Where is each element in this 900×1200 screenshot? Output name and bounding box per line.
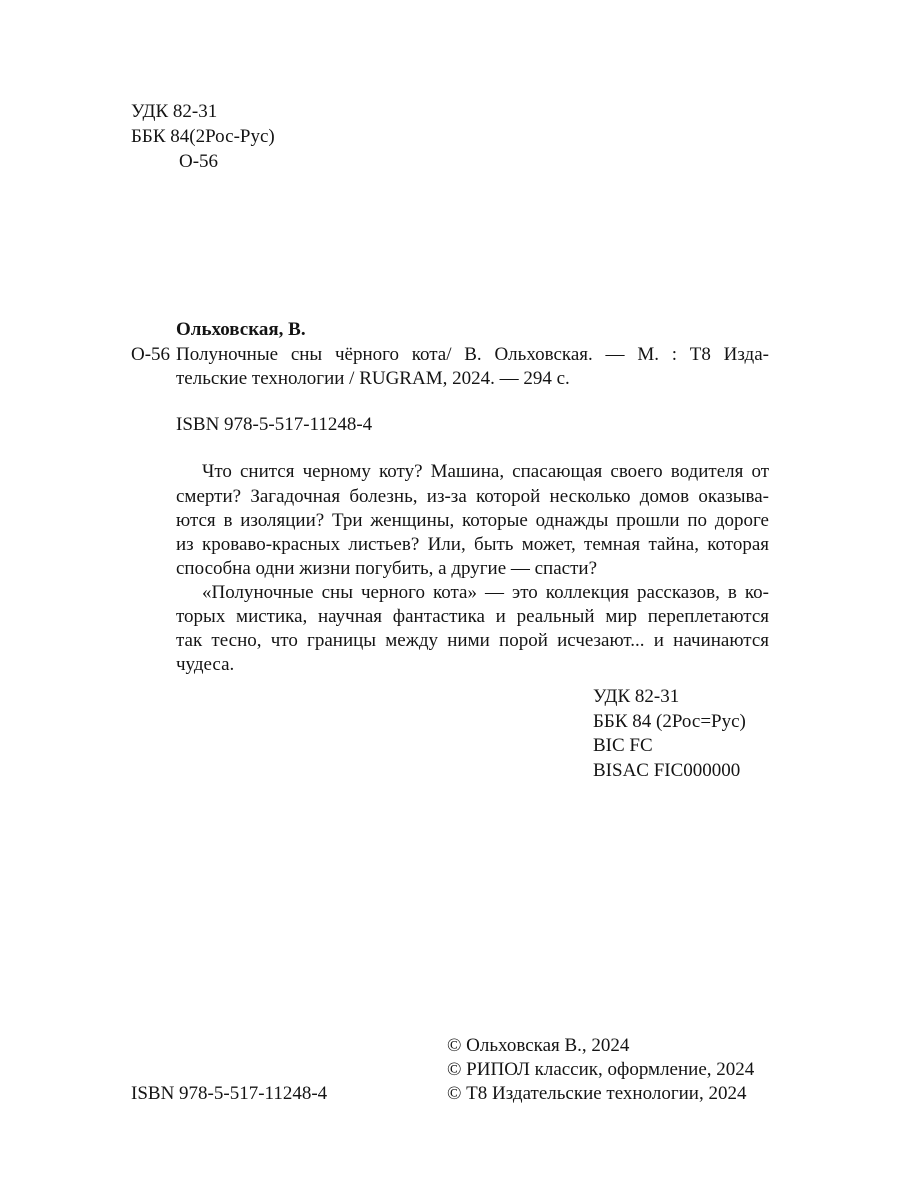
annotation-line: способна одни жизни погубить, а другие — спасти?: [176, 558, 597, 579]
top-bbk: ББК 84(2Рос-Рус): [131, 126, 275, 147]
record-isbn: ISBN 978-5-517-11248-4: [176, 414, 373, 435]
record-title-line-1: Полуночные сны чёрного кота/ В. Ольховская. — М. : Т8 Изда-: [176, 344, 769, 365]
class-bic: BIC FC: [593, 735, 653, 756]
annotation-line: так тесно, что границы между ними порой исчезают... и начинаются: [176, 630, 769, 651]
footer-isbn: ISBN 978-5-517-11248-4: [131, 1083, 328, 1104]
record-mark: О-56: [131, 344, 171, 365]
class-udk: УДК 82-31: [593, 686, 680, 707]
top-author-mark: О-56: [179, 151, 219, 172]
author-heading: Ольховская, В.: [176, 319, 306, 340]
annotation-line: ются в изоляции? Три женщины, которые однажды прошли по дороге: [176, 510, 769, 531]
copyright-t8: © Т8 Издательские технологии, 2024: [447, 1083, 747, 1104]
annotation-line: «Полуночные сны черного кота» — это коллекция рассказов, в ко-: [202, 582, 769, 603]
annotation-line: из кроваво-красных листьев? Или, быть может, темная тайна, которая: [176, 534, 769, 555]
annotation-line: смерти? Загадочная болезнь, из-за которой несколько домов оказыва-: [176, 486, 769, 507]
annotation-line: чудеса.: [176, 654, 235, 675]
class-bbk: ББК 84 (2Рос=Рус): [593, 711, 746, 732]
annotation-line: Что снится черному коту? Машина, спасающая своего водителя от: [202, 461, 769, 482]
copyright-author: © Ольховская В., 2024: [447, 1035, 630, 1056]
record-title-line-2: тельские технологии / RUGRAM, 2024. — 294 с.: [176, 368, 570, 389]
top-udk: УДК 82-31: [131, 101, 218, 122]
copyright-ripol: © РИПОЛ классик, оформление, 2024: [447, 1059, 755, 1080]
class-bisac: BISAC FIC000000: [593, 760, 741, 781]
annotation-line: торых мистика, научная фантастика и реальный мир переплетаются: [176, 606, 769, 627]
